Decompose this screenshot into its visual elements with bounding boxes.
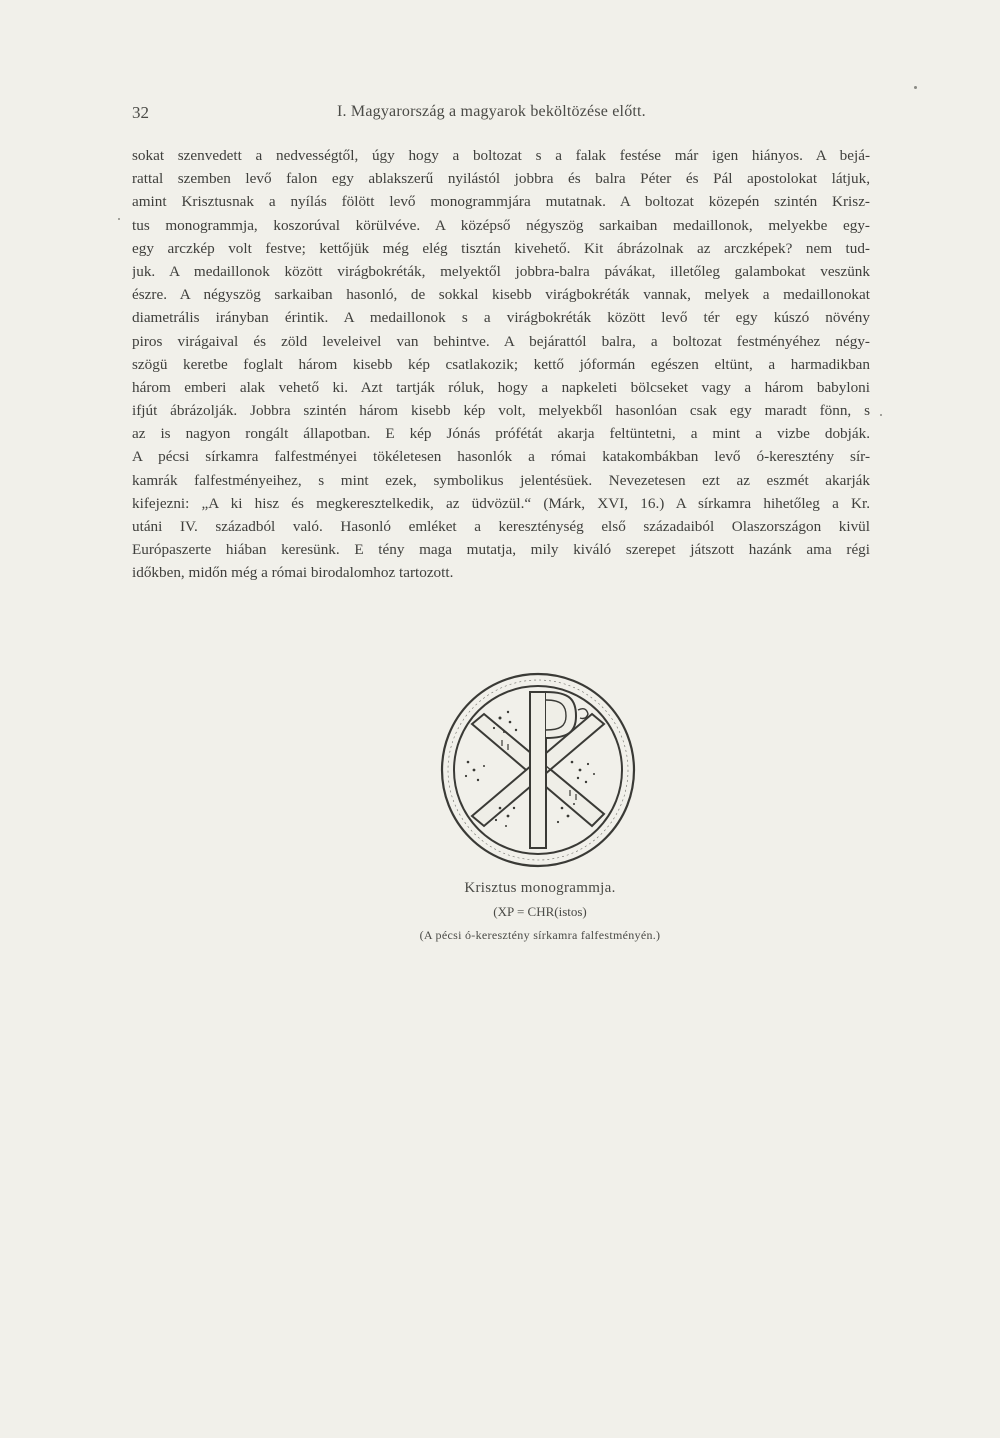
text-line: rattal szemben levő falon egy ablakszerű nyilástól jobbra és balra Péter és Pál apostolokat látjuk, xyxy=(132,170,870,188)
running-title: I. Magyarország a magyarok beköltözése előtt. xyxy=(337,103,646,120)
figure-caption-title: Krisztus monogrammja. xyxy=(464,880,616,896)
text-line: időkben, midőn még a római birodalomhoz tartozott. xyxy=(132,564,454,582)
text-line: tus monogrammja, koszorúval körülvéve. A középső négyszög sarkaiban medaillonok, melyekbe egy- xyxy=(132,216,870,234)
paper-speck xyxy=(880,414,882,416)
text-line: észre. A négyszög sarkaiban hasonló, de sokkal kisebb virágbokréták vannak, melyek a medaillonokat xyxy=(132,286,870,304)
text-line: diametrális irányban érintik. A medaillonok s a virágbokréták között levő tér egy kúszó növény xyxy=(132,309,870,327)
text-line: három emberi alak vehető ki. Azt tartják róluk, hogy a napkeleti bölcseket vagy a három babyloni xyxy=(132,378,870,396)
page-header xyxy=(132,103,872,127)
figure-caption-source: (A pécsi ó-keresztény sírkamra falfestményén.) xyxy=(419,928,661,942)
text-line: kifejezni: „A ki hisz és megkeresztelkedik, az üdvözül.“ (Márk, XVI, 16.) A sírkamra hihetőleg a Kr. xyxy=(132,494,870,512)
text-line: A pécsi sírkamra falfestményei tökéletesen hasonlók a római katakombákban levő ó-keresztény sír- xyxy=(132,448,870,466)
text-line: piros virágaival és zöld leveleivel van behintve. A bejárattól balra, a boltozat festményéhez négy- xyxy=(132,332,870,350)
text-line: sokat szenvedett a nedvességtől, úgy hogy a boltozat s a falak festése már igen hiányos. A bejá- xyxy=(132,147,870,164)
text-line: szögü keretbe foglalt három kisebb kép csatlakozik; kettő jóformán egészen eltünt, a harmadikban xyxy=(132,355,870,373)
text-line: egy arczkép volt festve; kettőjük még elég tisztán kivehető. Kit ábrázolnak az arczképek? nem tud- xyxy=(132,239,870,257)
text-line: juk. A medaillonok között virágbokréták, melyektől jobbra-balra pávákat, illetőleg galambokat veszünk xyxy=(132,262,870,280)
paper-speck xyxy=(118,218,120,220)
text-line: Európaszerte hiában keresünk. E tény maga mutatja, mily kiváló szerepet játszott hazánk ama régi xyxy=(132,541,870,559)
page-number: 32 xyxy=(132,103,149,122)
text-line: kamrák falfestményeihez, s mint ezek, symbolikus jelentésüek. Nevezetesen ezt az eszmét akarják xyxy=(132,471,870,489)
chi-rho-monogram-illustration xyxy=(438,670,638,870)
text-line: az is nagyon rongált állapotban. E kép Jónás prófétát akarja feltüntetni, a mint a vizbe dobják. xyxy=(132,425,870,443)
body-paragraph xyxy=(132,144,870,585)
text-line: amint Krisztusnak a nyílás fölött levő monogrammjára mutatnak. A boltozat közepén szintén Krisz- xyxy=(132,193,870,211)
chi-rho-monogram-icon xyxy=(438,670,638,870)
text-line: ifjút ábrázolják. Jobbra szintén három kisebb kép volt, melyekből hasonlóan csak egy maradt fönn, s xyxy=(132,402,870,420)
paper-speck xyxy=(914,86,917,89)
text-line: utáni IV. századból való. Hasonló emléket a kereszténység első századaiból Olaszországon kivül xyxy=(132,518,870,535)
figure-caption-subtitle: (XP = CHR(istos) xyxy=(493,904,587,919)
